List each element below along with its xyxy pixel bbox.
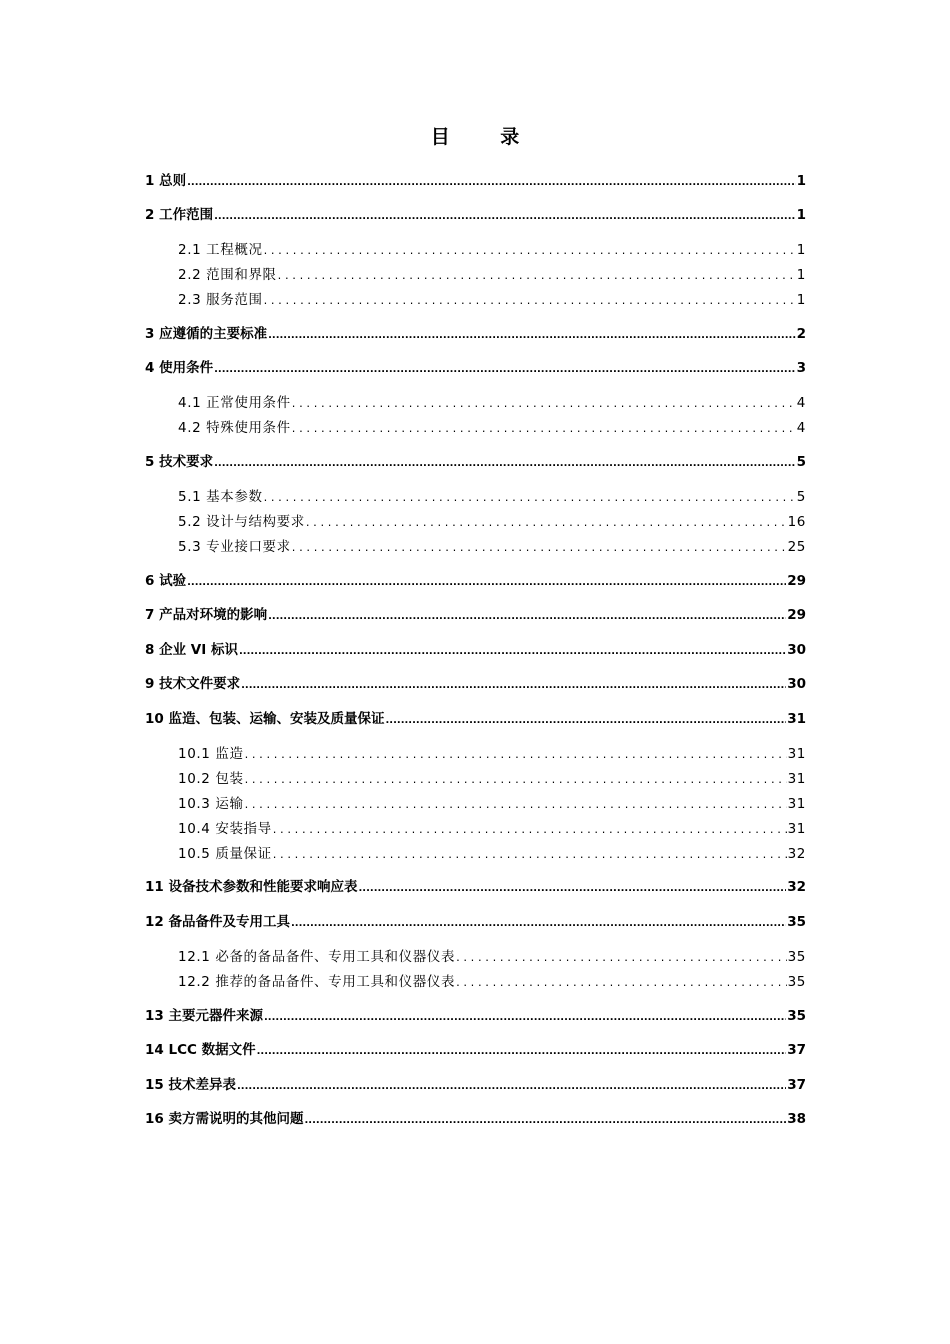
toc-page-number: 2: [796, 326, 806, 342]
toc-page-number: 5: [796, 454, 806, 470]
toc-entry[interactable]: [145, 570, 806, 592]
toc-page-number: 1: [796, 207, 806, 223]
toc-entry[interactable]: [145, 170, 806, 192]
toc-page-number: 1: [796, 173, 806, 189]
toc-page-number: 31: [787, 821, 806, 837]
toc-entry-label: 12.1 必备的备品备件、专用工具和仪器仪表: [178, 949, 456, 965]
toc-subentry[interactable]: [178, 239, 806, 261]
toc-page-number: 30: [787, 642, 806, 658]
toc-entry[interactable]: [145, 876, 806, 898]
toc-entry-label: 13 主要元器件来源: [145, 1008, 263, 1024]
toc-entry-label: 4.1 正常使用条件: [178, 395, 291, 411]
toc-subentry[interactable]: [178, 486, 806, 508]
toc-title: 目 录: [430, 126, 542, 148]
toc-entry-label: 10.3 运输: [178, 796, 244, 812]
toc-entry-label: 8 企业 VI 标识: [145, 642, 238, 658]
toc-page-number: 29: [787, 573, 806, 589]
toc-dot-leader: [292, 417, 796, 439]
toc-entry[interactable]: [145, 1074, 806, 1096]
toc-dot-leader: [214, 451, 796, 475]
toc-subentry[interactable]: [178, 289, 806, 311]
toc-dot-leader: [292, 536, 787, 558]
toc-dot-leader: [187, 170, 796, 194]
toc-page-number: 35: [787, 949, 806, 965]
toc-dot-leader: [264, 1005, 786, 1029]
toc-entry[interactable]: [145, 451, 806, 473]
toc-dot-leader: [456, 971, 787, 993]
toc-entry-label: 10.5 质量保证: [178, 846, 272, 862]
toc-entry[interactable]: [145, 604, 806, 626]
toc-page-number: 29: [787, 607, 806, 623]
toc-entry-label: 5.2 设计与结构要求: [178, 514, 305, 530]
toc-entry-label: 14 LCC 数据文件: [145, 1042, 256, 1058]
toc-dot-leader: [273, 818, 787, 840]
toc-entry[interactable]: [145, 1039, 806, 1061]
toc-subentry[interactable]: [178, 392, 806, 414]
toc-entry-label: 15 技术差异表: [145, 1077, 236, 1093]
toc-dot-leader: [241, 673, 786, 697]
toc-page-number: 5: [796, 489, 806, 505]
toc-page-number: 31: [787, 771, 806, 787]
toc-subentry[interactable]: [178, 818, 806, 840]
toc-entry-label: 7 产品对环境的影响: [145, 607, 268, 623]
toc-entry-label: 6 试验: [145, 573, 187, 589]
toc-subentry[interactable]: [178, 743, 806, 765]
toc-dot-leader: [305, 1108, 787, 1132]
toc-entry-label: 12 备品备件及专用工具: [145, 914, 290, 930]
toc-dot-leader: [237, 1074, 786, 1098]
toc-entry-label: 5.3 专业接口要求: [178, 539, 291, 555]
toc-entry-label: 5.1 基本参数: [178, 489, 263, 505]
toc-page-number: 30: [787, 676, 806, 692]
toc-dot-leader: [306, 511, 787, 533]
toc-page-number: 25: [787, 539, 806, 555]
toc-entry[interactable]: [145, 357, 806, 379]
toc-dot-leader: [273, 843, 787, 865]
toc-entry[interactable]: [145, 708, 806, 730]
toc-entry[interactable]: [145, 323, 806, 345]
toc-entry-label: 10.1 监造: [178, 746, 244, 762]
toc-page-number: 1: [796, 242, 806, 258]
toc-entry-label: 12.2 推荐的备品备件、专用工具和仪器仪表: [178, 974, 456, 990]
toc-entry-label: 11 设备技术参数和性能要求响应表: [145, 879, 358, 895]
toc-entry-label: 2.2 范围和界限: [178, 267, 277, 283]
toc-subentry[interactable]: [178, 843, 806, 865]
toc-entry-label: 10.2 包装: [178, 771, 244, 787]
toc-dot-leader: [245, 793, 787, 815]
toc-subentry[interactable]: [178, 536, 806, 558]
toc-dot-leader: [292, 392, 796, 414]
toc-entry-label: 2 工作范围: [145, 207, 214, 223]
toc-subentry[interactable]: [178, 768, 806, 790]
toc-subentry[interactable]: [178, 264, 806, 286]
toc-page-number: 31: [787, 746, 806, 762]
toc-page-number: 31: [787, 711, 806, 727]
toc-entry-label: 10.4 安装指导: [178, 821, 272, 837]
toc-page-number: 1: [796, 267, 806, 283]
toc-entry[interactable]: [145, 1005, 806, 1027]
toc-dot-leader: [264, 239, 796, 261]
toc-page-number: 35: [787, 1008, 806, 1024]
toc-dot-leader: [268, 323, 796, 347]
toc-page-number: 32: [787, 846, 806, 862]
toc-page-number: 16: [787, 514, 806, 530]
toc-page-number: 35: [787, 974, 806, 990]
toc-entry-label: 4 使用条件: [145, 360, 214, 376]
toc-dot-leader: [264, 289, 796, 311]
toc-dot-leader: [291, 911, 786, 935]
toc-page-number: 4: [796, 420, 806, 436]
toc-entry[interactable]: [145, 204, 806, 226]
toc-dot-leader: [239, 639, 786, 663]
toc-dot-leader: [359, 876, 787, 900]
toc-entry[interactable]: [145, 673, 806, 695]
toc-entry-label: 2.3 服务范围: [178, 292, 263, 308]
toc-dot-leader: [245, 768, 787, 790]
toc-subentry[interactable]: [178, 793, 806, 815]
toc-dot-leader: [187, 570, 786, 594]
toc-entry-label: 9 技术文件要求: [145, 676, 241, 692]
toc-dot-leader: [245, 743, 787, 765]
toc-page-number: 37: [787, 1077, 806, 1093]
toc-subentry[interactable]: [178, 946, 806, 968]
toc-page-number: 31: [787, 796, 806, 812]
toc-entry-label: 1 总则: [145, 173, 187, 189]
toc-dot-leader: [257, 1039, 787, 1063]
toc-dot-leader: [278, 264, 796, 286]
toc-subentry[interactable]: [178, 971, 806, 993]
toc-entry-label: 10 监造、包装、运输、安装及质量保证: [145, 711, 385, 727]
toc-page-number: 32: [787, 879, 806, 895]
toc-subentry[interactable]: [178, 417, 806, 439]
toc-dot-leader: [456, 946, 787, 968]
toc-entry-label: 4.2 特殊使用条件: [178, 420, 291, 436]
toc-page-number: 35: [787, 914, 806, 930]
toc-page-number: 38: [787, 1111, 806, 1127]
toc-entry-label: 16 卖方需说明的其他问题: [145, 1111, 304, 1127]
toc-dot-leader: [264, 486, 796, 508]
toc-entry-label: 3 应遵循的主要标准: [145, 326, 268, 342]
toc-subentry[interactable]: [178, 511, 806, 533]
toc-entry[interactable]: [145, 1108, 806, 1130]
toc-page-number: 1: [796, 292, 806, 308]
toc-page-number: 4: [796, 395, 806, 411]
toc-entry-label: 5 技术要求: [145, 454, 214, 470]
toc-entry[interactable]: [145, 639, 806, 661]
toc-dot-leader: [268, 604, 786, 628]
toc-dot-leader: [214, 357, 796, 381]
toc-page-number: 3: [796, 360, 806, 376]
toc-page-number: 37: [787, 1042, 806, 1058]
toc-entry[interactable]: [145, 911, 806, 933]
toc-dot-leader: [386, 708, 787, 732]
toc-dot-leader: [214, 204, 796, 228]
toc-entry-label: 2.1 工程概况: [178, 242, 263, 258]
